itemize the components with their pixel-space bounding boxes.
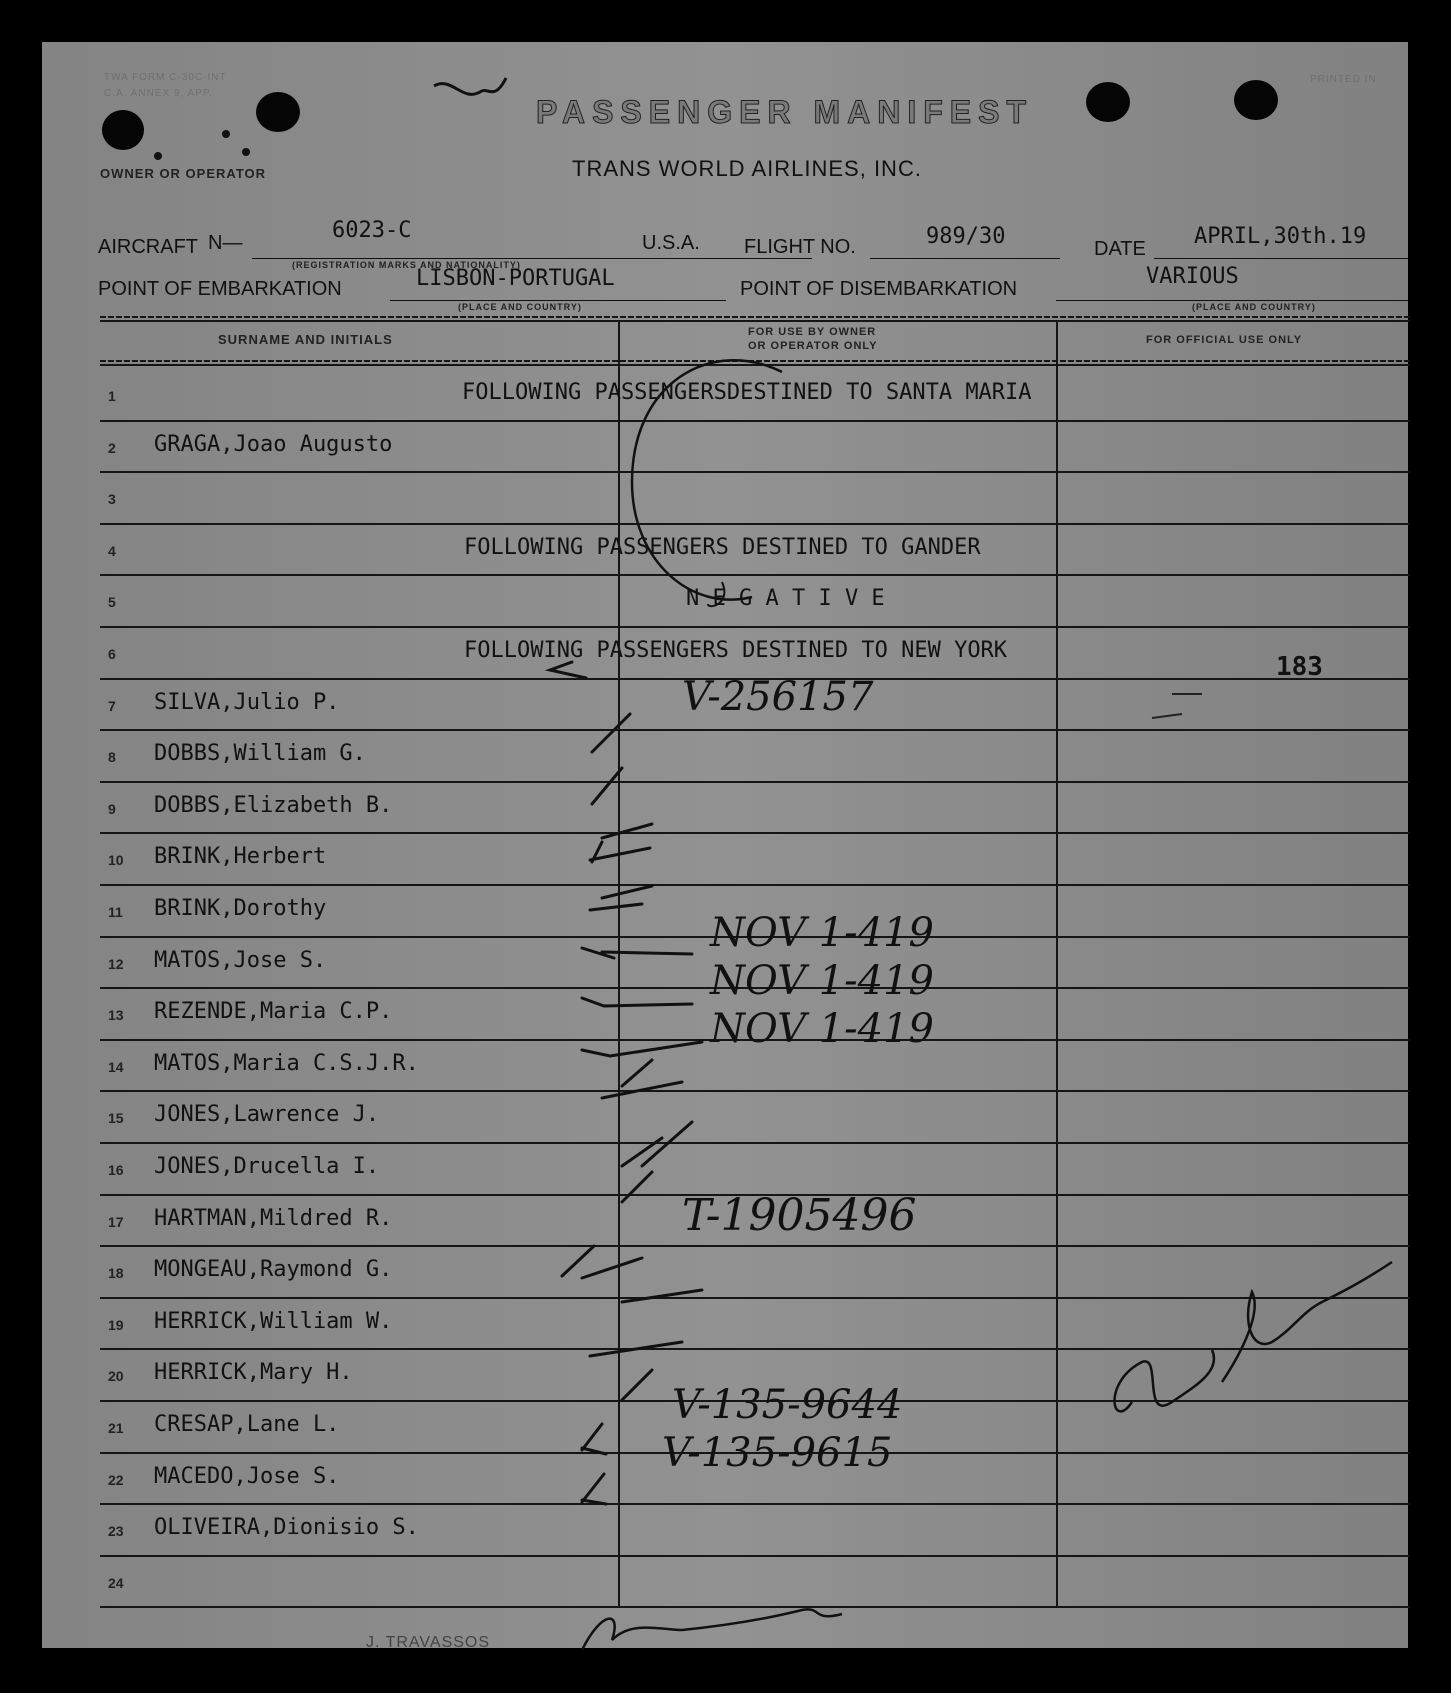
row-number: 17 xyxy=(108,1213,124,1230)
handwritten-visa: NOV 1-419 xyxy=(710,958,935,1004)
passenger-name: SILVA,Julio P. xyxy=(154,689,340,715)
aircraft-country: U.S.A. xyxy=(642,232,700,254)
passenger-name: JONES,Drucella I. xyxy=(154,1154,380,1179)
col-official-header: FOR OFFICIAL USE ONLY xyxy=(1146,334,1303,346)
passenger-name: DOBBS,Elizabeth B. xyxy=(154,792,393,818)
passenger-name: HERRICK,William W. xyxy=(154,1308,393,1334)
row-number: 19 xyxy=(108,1316,124,1333)
bottom-name: J. TRAVASSOS xyxy=(366,1634,491,1651)
row-number: 5 xyxy=(108,594,116,611)
passenger-name: CRESAP,Lane L. xyxy=(154,1412,340,1437)
embarkation-underline xyxy=(390,300,726,301)
disembarkation-sublabel: (PLACE AND COUNTRY) xyxy=(1192,302,1316,312)
row-number: 14 xyxy=(108,1058,124,1075)
passenger-name: DOBBS,William G. xyxy=(154,741,366,767)
row-rule xyxy=(100,1503,1410,1505)
row-rule xyxy=(100,884,1410,886)
flight-number: 989/30 xyxy=(926,224,1006,249)
punch-hole xyxy=(256,92,300,132)
printed-in: PRINTED IN xyxy=(1310,74,1377,85)
page-title: PASSENGER MANIFEST xyxy=(536,94,1033,130)
section-heading: N E G A T I V E xyxy=(686,586,885,612)
header-rule-top xyxy=(100,316,1410,318)
row-number: 3 xyxy=(108,491,116,508)
passenger-name: MACEDO,Jose S. xyxy=(154,1463,340,1489)
handwritten-visa: V-135-9615 xyxy=(662,1430,893,1476)
owner-operator-label: OWNER OR OPERATOR xyxy=(100,166,267,181)
col-divider xyxy=(1056,320,1058,1608)
aircraft-registration: 6023-C xyxy=(332,218,412,243)
row-number: 7 xyxy=(108,697,116,714)
date-underline xyxy=(1154,258,1408,259)
disembarkation-value: VARIOUS xyxy=(1146,264,1239,289)
row-number: 10 xyxy=(108,852,124,869)
disembarkation-label: POINT OF DISEMBARKATION xyxy=(740,278,1018,300)
flight-label: FLIGHT NO. xyxy=(744,236,856,258)
passenger-name: MATOS,Jose S. xyxy=(154,947,327,973)
official-signature xyxy=(1102,1232,1402,1452)
row-rule xyxy=(100,729,1410,731)
row-number: 15 xyxy=(108,1110,124,1127)
form-id: TWA FORM C-30C-INT xyxy=(104,72,227,83)
bottom-signature xyxy=(572,1600,852,1660)
row-number: 9 xyxy=(108,800,116,817)
section-heading: FOLLOWING PASSENGERSDESTINED TO SANTA MARIA xyxy=(462,380,1032,405)
passenger-name: REZENDE,Maria C.P. xyxy=(154,999,393,1025)
passenger-name: HERRICK,Mary H. xyxy=(154,1360,353,1386)
row-number: 6 xyxy=(108,646,116,662)
pen-circle xyxy=(612,342,832,632)
row-number: 22 xyxy=(108,1471,124,1488)
col-owner-header-2: OR OPERATOR ONLY xyxy=(748,340,878,352)
aircraft-sublabel: (REGISTRATION MARKS AND NATIONALITY) xyxy=(292,260,521,270)
section-heading: FOLLOWING PASSENGERS DESTINED TO GANDER xyxy=(464,534,981,560)
row-number: 11 xyxy=(108,904,123,920)
flight-underline xyxy=(870,258,1060,259)
row-number: 21 xyxy=(108,1420,124,1436)
row-number: 2 xyxy=(108,439,116,456)
passenger-name: GRAGA,Joao Augusto xyxy=(154,431,393,457)
embarkation-value: LISBON-PORTUGAL xyxy=(416,266,615,291)
row-number: 24 xyxy=(108,1574,124,1591)
company-name: TRANS WORLD AIRLINES, INC. xyxy=(572,156,922,181)
punch-hole xyxy=(1234,80,1278,120)
row-number: 1 xyxy=(108,388,116,404)
row-number: 18 xyxy=(108,1265,124,1282)
ink-speck xyxy=(154,152,162,160)
pen-marks xyxy=(1132,664,1252,724)
row-rule xyxy=(100,832,1410,834)
stamp-number: 183 xyxy=(1276,652,1323,682)
row-number: 4 xyxy=(108,542,116,559)
passenger-name: JONES,Lawrence J. xyxy=(154,1102,380,1128)
embarkation-label: POINT OF EMBARKATION xyxy=(98,278,342,300)
manifest-sheet xyxy=(42,42,1408,1651)
passenger-name: BRINK,Dorothy xyxy=(154,896,327,921)
col-names-header: SURNAME AND INITIALS xyxy=(218,332,393,347)
form-annex: C.A. ANNEX 9, APP. xyxy=(104,88,213,99)
section-heading: FOLLOWING PASSENGERS DESTINED TO NEW YORK xyxy=(464,638,1008,663)
date-value: APRIL,30th.19 xyxy=(1194,224,1367,249)
embarkation-sublabel: (PLACE AND COUNTRY) xyxy=(458,302,582,312)
row-rule xyxy=(100,1090,1410,1092)
passenger-name: MONGEAU,Raymond G. xyxy=(154,1257,393,1283)
row-number: 16 xyxy=(108,1162,124,1178)
handwritten-visa: NOV 1-419 xyxy=(710,910,935,956)
passenger-name: OLIVEIRA,Dionisio S. xyxy=(154,1515,419,1541)
date-label: DATE xyxy=(1094,238,1146,260)
handwritten-visa: V-135-9644 xyxy=(672,1382,903,1428)
handwritten-visa: NOV 1-419 xyxy=(710,1006,935,1052)
passenger-name: BRINK,Herbert xyxy=(154,844,327,870)
col-owner-header-1: FOR USE BY OWNER xyxy=(748,326,877,338)
punch-hole xyxy=(1086,82,1130,122)
row-number: 12 xyxy=(108,955,124,972)
handwritten-visa: V-256157 xyxy=(682,674,874,720)
row-rule xyxy=(100,781,1410,783)
pen-scribble xyxy=(432,72,512,112)
punch-hole xyxy=(102,110,144,150)
header-rule xyxy=(100,320,1410,322)
passenger-name: HARTMAN,Mildred R. xyxy=(154,1205,393,1231)
disembarkation-underline xyxy=(1056,300,1408,301)
ink-speck xyxy=(242,148,250,156)
row-number: 8 xyxy=(108,749,116,766)
handwritten-visa: T-1905496 xyxy=(682,1190,917,1241)
row-number: 23 xyxy=(108,1523,124,1540)
passenger-name: MATOS,Maria C.S.J.R. xyxy=(154,1050,419,1076)
aircraft-underline xyxy=(252,258,812,259)
ink-speck xyxy=(222,130,230,138)
row-rule xyxy=(100,1555,1410,1557)
row-number: 20 xyxy=(108,1368,124,1385)
row-number: 13 xyxy=(108,1007,124,1024)
aircraft-label: AIRCRAFT xyxy=(98,236,198,258)
aircraft-prefix: N— xyxy=(208,232,243,254)
row-rule xyxy=(100,1142,1410,1144)
